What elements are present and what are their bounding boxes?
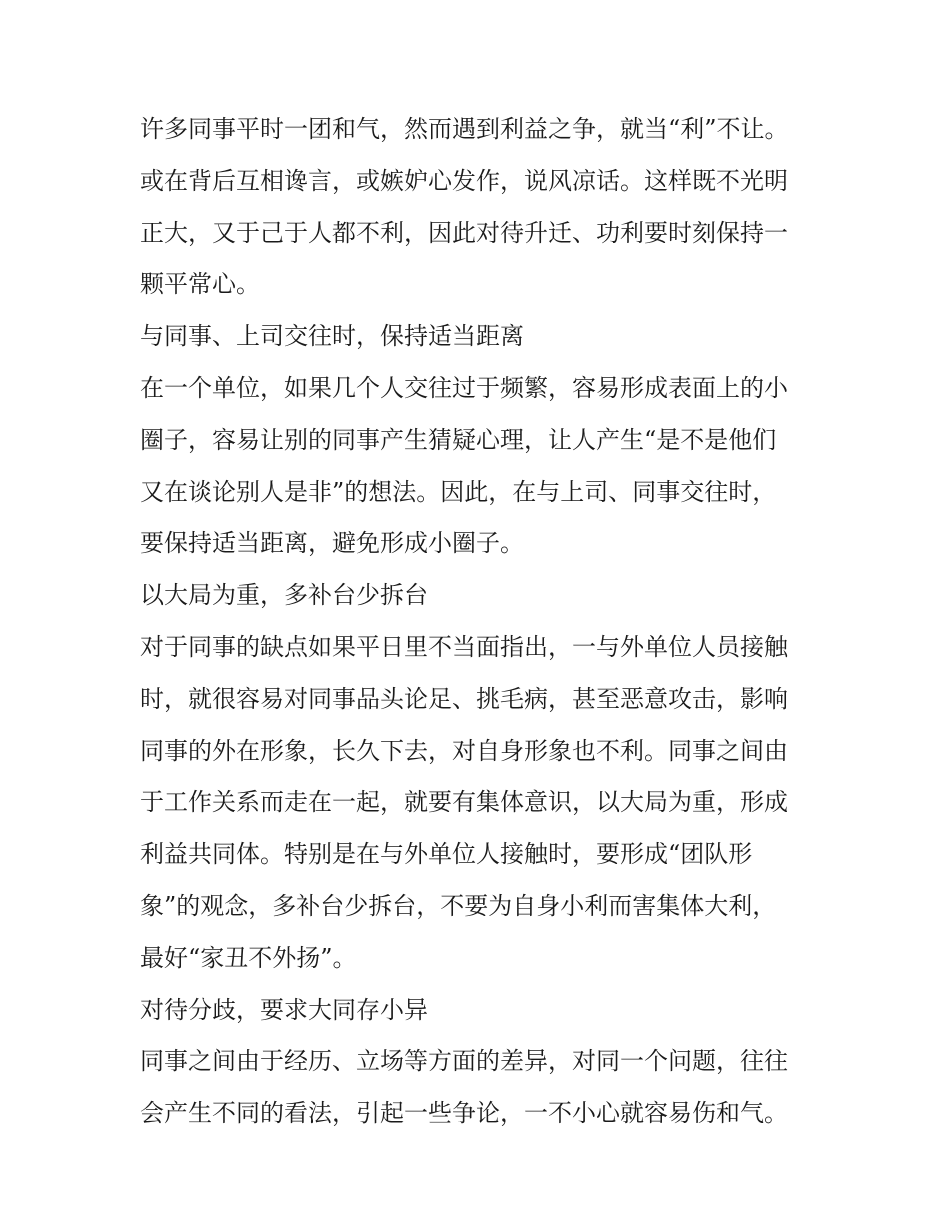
paragraph-line: 同事之间由于经历、立场等方面的差异，对同一个问题，往往: [140, 1047, 788, 1076]
paragraph-line: 时，就很容易对同事品头论足、挑毛病，甚至恶意攻击，影响: [140, 684, 788, 713]
paragraph-line: 或在背后互相谗言，或嫉妒心发作，说风凉话。这样既不光明: [140, 166, 788, 195]
section-heading: 与同事、上司交往时，保持适当距离: [140, 322, 524, 351]
section-heading: 以大局为重，多补台少拆台: [140, 581, 428, 610]
paragraph-line: 要保持适当距离，避免形成小圈子。: [140, 529, 524, 558]
paragraph-line: 颗平常心。: [140, 270, 260, 299]
paragraph-line: 又在谈论别人是非”的想法。因此，在与上司、同事交往时，: [140, 477, 777, 506]
paragraph-line: 象”的观念，多补台少拆台，不要为自身小利而害集体大利，: [140, 891, 777, 920]
document-body: [140, 104, 820, 1140]
paragraph-line: 正大，又于己于人都不利，因此对待升迁、功利要时刻保持一: [140, 218, 788, 247]
section-heading: 对待分歧，要求大同存小异: [140, 995, 428, 1024]
paragraph-line: 利益共同体。特别是在与外单位人接触时，要形成“团队形: [140, 840, 753, 869]
paragraph-line: 对于同事的缺点如果平日里不当面指出，一与外单位人员接触: [140, 632, 788, 661]
paragraph-line: 于工作关系而走在一起，就要有集体意识，以大局为重，形成: [140, 788, 788, 817]
paragraph-line: 同事的外在形象，长久下去，对自身形象也不利。同事之间由: [140, 736, 788, 765]
paragraph-line: 最好“家丑不外扬”。: [140, 943, 357, 972]
paragraph-line: 圈子，容易让别的同事产生猜疑心理，让人产生“是不是他们: [140, 425, 777, 454]
paragraph-line: 会产生不同的看法，引起一些争论，一不小心就容易伤和气。: [140, 1099, 788, 1128]
paragraph-line: 许多同事平时一团和气，然而遇到利益之争，就当“利”不让。: [140, 115, 789, 143]
paragraph-line: 在一个单位，如果几个人交往过于频繁，容易形成表面上的小: [140, 373, 788, 402]
